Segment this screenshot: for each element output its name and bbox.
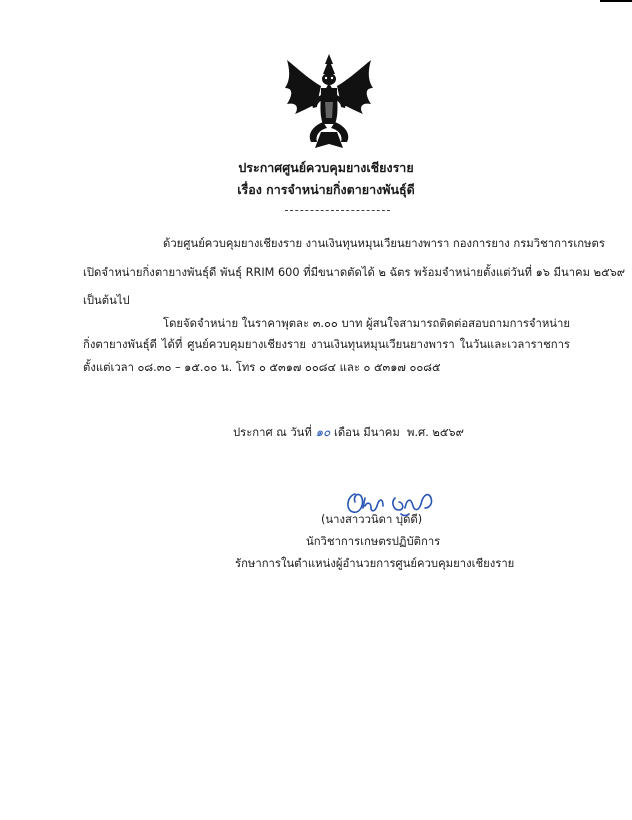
paragraph-2-line-3: ตั้งแต่เวลา ๐๘.๓๐ – ๑๕.๐๐ น. โทร ๐ ๕๓๑๗ ๐๐๘๔ และ ๐ ๕๓๑๗ ๐๐๘๕ xyxy=(83,361,441,374)
announcement-date xyxy=(233,425,464,440)
announcement-title: ประกาศศูนย์ควบคุมยางเชียงราย xyxy=(238,160,414,175)
date-year: ๒๕๖๙ xyxy=(432,426,464,439)
signatory-position: นักวิชาการเกษตรปฏิบัติการ xyxy=(306,535,441,548)
announcement-subject: เรื่อง การจำหน่ายกิ่งตายางพันธุ์ดี xyxy=(237,182,415,197)
title-divider xyxy=(285,210,390,211)
date-month: มีนาคม xyxy=(363,426,400,439)
paragraph-1-line-2: เปิดจำหน่ายกิ่งตายางพันธุ์ดี พันธุ์ RRIM 600 ที่มีขนาดตัดได้ ๒ ฉัตร พร้อมจำหน่ายตั้งแต่วันที่ ๑๖ มีนาคม ๒๕๖๙ xyxy=(83,266,626,279)
date-month-label: เดือน xyxy=(333,426,360,439)
signatory-name: (นางสาววนิดา บุดดี) xyxy=(321,513,423,526)
paragraph-1-line-1: ด้วยศูนย์ควบคุมยางเชียงราย งานเงินทุนหมุนเวียนยางพารา กองการยาง กรมวิชาการเกษตร xyxy=(163,237,605,250)
scan-corner-mark xyxy=(600,0,632,2)
paragraph-2-line-1: โดยจัดจำหน่าย ในราคาพุตละ ๓.๐๐ บาท ผู้สนใจสามารถติดต่อสอบถามการจำหน่าย xyxy=(163,317,570,330)
signatory-acting-role: รักษาการในตำแหน่งผู้อำนวยการศูนย์ควบคุมยางเชียงราย xyxy=(235,557,515,570)
date-year-label: พ.ศ. xyxy=(407,426,429,439)
garuda-emblem-icon xyxy=(283,52,375,152)
date-day-handwritten: ๑๐ xyxy=(315,425,331,439)
paragraph-1-line-3: เป็นต้นไป xyxy=(83,294,130,307)
date-prefix: ประกาศ ณ วันที่ xyxy=(233,426,312,439)
paragraph-2-line-2: กิ่งตายางพันธุ์ดี ได้ที่ ศูนย์ควบคุมยางเชียงราย งานเงินทุนหมุนเวียนยางพารา ในวันและเวลาราชการ xyxy=(83,338,570,351)
